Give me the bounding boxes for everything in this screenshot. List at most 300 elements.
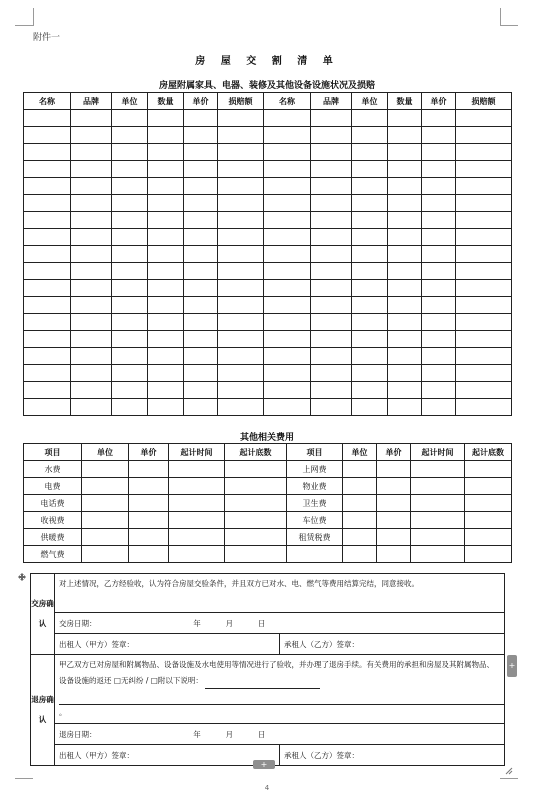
return-lessor-signature[interactable]: 出租人（甲方）签章： bbox=[55, 745, 280, 766]
table-cell[interactable] bbox=[388, 399, 422, 416]
table-cell[interactable] bbox=[24, 365, 71, 382]
return-date-field[interactable] bbox=[55, 724, 505, 745]
table-cell[interactable] bbox=[112, 263, 148, 280]
table-row bbox=[24, 280, 512, 297]
fee-item-label: 车位费 bbox=[287, 512, 343, 529]
table-cell[interactable] bbox=[411, 529, 465, 546]
handover-lessor-signature[interactable]: 出租人（甲方）签章： bbox=[55, 634, 280, 655]
table-cell[interactable] bbox=[112, 399, 148, 416]
table-cell[interactable] bbox=[456, 365, 512, 382]
table-cell[interactable] bbox=[218, 399, 264, 416]
table-cell[interactable] bbox=[24, 161, 71, 178]
table-cell[interactable] bbox=[456, 212, 512, 229]
table-cell[interactable] bbox=[311, 399, 352, 416]
table-cell[interactable] bbox=[112, 178, 148, 195]
table-row bbox=[24, 297, 512, 314]
table-cell[interactable] bbox=[82, 495, 129, 512]
note-fill-line[interactable] bbox=[59, 695, 505, 705]
table-cell[interactable] bbox=[343, 495, 377, 512]
table-cell[interactable] bbox=[184, 297, 218, 314]
table-cell[interactable] bbox=[148, 297, 184, 314]
table-cell[interactable] bbox=[456, 246, 512, 263]
table-cell[interactable] bbox=[456, 195, 512, 212]
table-cell[interactable] bbox=[422, 161, 456, 178]
table-cell[interactable] bbox=[225, 512, 287, 529]
table-cell[interactable] bbox=[71, 246, 112, 263]
handover-date-label: 交房日期： bbox=[59, 618, 97, 628]
table-cell[interactable] bbox=[465, 512, 512, 529]
table-cell[interactable] bbox=[264, 229, 311, 246]
no-dispute-checkbox[interactable]: □无纠纷 bbox=[113, 676, 144, 685]
table-cell[interactable] bbox=[422, 399, 456, 416]
table-cell[interactable] bbox=[218, 212, 264, 229]
table-cell[interactable] bbox=[422, 178, 456, 195]
table-cell[interactable] bbox=[311, 195, 352, 212]
table-cell[interactable] bbox=[343, 546, 377, 563]
table-cell[interactable] bbox=[184, 229, 218, 246]
table-cell[interactable] bbox=[148, 382, 184, 399]
table-cell[interactable] bbox=[71, 161, 112, 178]
table-cell[interactable] bbox=[465, 529, 512, 546]
table-cell[interactable] bbox=[388, 314, 422, 331]
table-cell[interactable] bbox=[264, 382, 311, 399]
table-cell[interactable] bbox=[218, 246, 264, 263]
table-cell[interactable] bbox=[352, 399, 388, 416]
table-cell[interactable] bbox=[82, 512, 129, 529]
table-cell[interactable] bbox=[129, 461, 169, 478]
column-header: 名称 bbox=[24, 93, 71, 110]
table-cell[interactable] bbox=[218, 331, 264, 348]
table-cell[interactable] bbox=[456, 348, 512, 365]
table-cell[interactable] bbox=[311, 246, 352, 263]
table-cell[interactable] bbox=[388, 212, 422, 229]
table-cell[interactable] bbox=[388, 382, 422, 399]
table-cell[interactable] bbox=[388, 127, 422, 144]
table-cell[interactable] bbox=[465, 461, 512, 478]
table-cell[interactable] bbox=[456, 314, 512, 331]
table-cell[interactable] bbox=[148, 110, 184, 127]
table-cell[interactable] bbox=[148, 263, 184, 280]
table-cell[interactable] bbox=[184, 263, 218, 280]
table-cell[interactable] bbox=[352, 314, 388, 331]
table-cell[interactable] bbox=[411, 512, 465, 529]
table-cell[interactable] bbox=[24, 280, 71, 297]
table-cell[interactable] bbox=[24, 314, 71, 331]
table-cell[interactable] bbox=[148, 280, 184, 297]
table-cell[interactable] bbox=[422, 280, 456, 297]
table-cell[interactable] bbox=[24, 229, 71, 246]
table-cell[interactable] bbox=[264, 263, 311, 280]
table-cell[interactable] bbox=[352, 212, 388, 229]
table-cell[interactable] bbox=[184, 127, 218, 144]
table-cell[interactable] bbox=[169, 512, 225, 529]
table-cell[interactable] bbox=[343, 529, 377, 546]
table-cell[interactable] bbox=[71, 365, 112, 382]
table-cell[interactable] bbox=[184, 331, 218, 348]
table-cell[interactable] bbox=[422, 314, 456, 331]
table-cell[interactable] bbox=[169, 478, 225, 495]
table-cell[interactable] bbox=[411, 546, 465, 563]
table-cell[interactable] bbox=[225, 478, 287, 495]
table-cell[interactable] bbox=[311, 382, 352, 399]
table-cell[interactable] bbox=[311, 178, 352, 195]
table-cell[interactable] bbox=[388, 348, 422, 365]
table-cell[interactable] bbox=[388, 161, 422, 178]
handover-text-row bbox=[31, 574, 505, 613]
table-cell[interactable] bbox=[388, 280, 422, 297]
table-cell[interactable] bbox=[148, 195, 184, 212]
fee-item-label: 水费 bbox=[24, 461, 82, 478]
fee-item-label: 供暖费 bbox=[24, 529, 82, 546]
table-cell[interactable] bbox=[184, 195, 218, 212]
column-header: 单位 bbox=[82, 444, 129, 461]
table-cell[interactable] bbox=[24, 348, 71, 365]
table-cell[interactable] bbox=[456, 331, 512, 348]
table-cell[interactable] bbox=[129, 546, 169, 563]
table-cell[interactable] bbox=[71, 297, 112, 314]
table-cell[interactable] bbox=[148, 144, 184, 161]
table-cell[interactable] bbox=[264, 280, 311, 297]
table-cell[interactable] bbox=[24, 331, 71, 348]
handover-date-field[interactable] bbox=[55, 613, 505, 634]
table-cell[interactable] bbox=[184, 280, 218, 297]
table-cell[interactable] bbox=[184, 110, 218, 127]
table-cell[interactable] bbox=[24, 127, 71, 144]
table-cell[interactable] bbox=[148, 161, 184, 178]
table-cell[interactable] bbox=[218, 365, 264, 382]
table-cell[interactable] bbox=[388, 246, 422, 263]
table-cell[interactable] bbox=[411, 478, 465, 495]
table-cell[interactable] bbox=[225, 546, 287, 563]
table-cell[interactable] bbox=[388, 365, 422, 382]
table-cell[interactable] bbox=[71, 314, 112, 331]
table-cell[interactable] bbox=[456, 297, 512, 314]
furniture-table-header bbox=[24, 93, 512, 110]
table-cell[interactable] bbox=[24, 195, 71, 212]
table-cell[interactable] bbox=[71, 178, 112, 195]
table-cell[interactable] bbox=[456, 110, 512, 127]
table-cell[interactable] bbox=[422, 331, 456, 348]
table-cell[interactable] bbox=[311, 348, 352, 365]
table-cell[interactable] bbox=[24, 212, 71, 229]
table-cell[interactable] bbox=[148, 314, 184, 331]
table-cell[interactable] bbox=[352, 365, 388, 382]
table-cell[interactable] bbox=[71, 382, 112, 399]
table-cell[interactable] bbox=[184, 246, 218, 263]
table-cell[interactable] bbox=[24, 382, 71, 399]
furniture-section-heading: 房屋附属家具、电器、装修及其他设备设施状况及损赔 bbox=[158, 81, 375, 91]
expand-side-tab-icon[interactable]: + bbox=[507, 655, 517, 677]
table-cell[interactable] bbox=[264, 297, 311, 314]
table-cell[interactable] bbox=[112, 382, 148, 399]
table-cell[interactable] bbox=[71, 399, 112, 416]
table-cell[interactable] bbox=[343, 461, 377, 478]
table-cell[interactable] bbox=[456, 144, 512, 161]
table-cell[interactable] bbox=[411, 495, 465, 512]
table-cell[interactable] bbox=[225, 495, 287, 512]
table-cell[interactable] bbox=[112, 246, 148, 263]
table-cell[interactable] bbox=[352, 144, 388, 161]
table-cell[interactable] bbox=[112, 280, 148, 297]
table-cell[interactable] bbox=[377, 495, 411, 512]
table-cell[interactable] bbox=[218, 263, 264, 280]
table-cell[interactable] bbox=[82, 461, 129, 478]
table-cell[interactable] bbox=[264, 365, 311, 382]
table-cell[interactable] bbox=[264, 110, 311, 127]
table-cell[interactable] bbox=[352, 331, 388, 348]
table-cell[interactable] bbox=[311, 127, 352, 144]
table-cell[interactable] bbox=[169, 461, 225, 478]
table-cell[interactable] bbox=[148, 348, 184, 365]
table-cell[interactable] bbox=[411, 461, 465, 478]
table-cell[interactable] bbox=[311, 314, 352, 331]
return-text-row bbox=[31, 655, 505, 724]
table-cell[interactable] bbox=[352, 348, 388, 365]
table-cell[interactable] bbox=[112, 195, 148, 212]
table-cell[interactable] bbox=[377, 529, 411, 546]
table-row bbox=[24, 461, 512, 478]
table-cell[interactable] bbox=[218, 382, 264, 399]
table-cell[interactable] bbox=[456, 280, 512, 297]
table-cell[interactable] bbox=[169, 546, 225, 563]
table-cell[interactable] bbox=[311, 365, 352, 382]
table-cell[interactable] bbox=[311, 212, 352, 229]
table-cell[interactable] bbox=[352, 382, 388, 399]
table-cell[interactable] bbox=[71, 110, 112, 127]
table-cell[interactable] bbox=[148, 127, 184, 144]
table-cell[interactable] bbox=[148, 212, 184, 229]
table-cell[interactable] bbox=[311, 297, 352, 314]
column-header: 名称 bbox=[264, 93, 311, 110]
table-cell[interactable] bbox=[422, 348, 456, 365]
table-cell[interactable] bbox=[422, 110, 456, 127]
table-cell[interactable] bbox=[388, 110, 422, 127]
table-cell[interactable] bbox=[388, 178, 422, 195]
table-cell[interactable] bbox=[82, 529, 129, 546]
table-cell[interactable] bbox=[129, 478, 169, 495]
table-cell[interactable] bbox=[82, 546, 129, 563]
table-cell[interactable] bbox=[456, 161, 512, 178]
table-cell[interactable] bbox=[112, 229, 148, 246]
table-cell[interactable] bbox=[352, 110, 388, 127]
table-cell[interactable] bbox=[465, 478, 512, 495]
table-cell[interactable] bbox=[24, 144, 71, 161]
table-cell[interactable] bbox=[422, 144, 456, 161]
note-fill-line[interactable] bbox=[205, 679, 320, 689]
table-cell[interactable] bbox=[218, 229, 264, 246]
table-cell[interactable] bbox=[184, 365, 218, 382]
table-cell[interactable] bbox=[82, 478, 129, 495]
table-cell[interactable] bbox=[71, 229, 112, 246]
table-cell[interactable] bbox=[129, 529, 169, 546]
table-cell[interactable] bbox=[218, 348, 264, 365]
table-cell[interactable] bbox=[218, 195, 264, 212]
table-cell[interactable] bbox=[343, 512, 377, 529]
table-cell[interactable] bbox=[71, 263, 112, 280]
table-cell[interactable] bbox=[184, 399, 218, 416]
table-cell[interactable] bbox=[377, 478, 411, 495]
table-cell[interactable] bbox=[422, 195, 456, 212]
table-cell[interactable] bbox=[148, 246, 184, 263]
table-cell[interactable] bbox=[148, 331, 184, 348]
table-cell[interactable] bbox=[352, 246, 388, 263]
table-cell[interactable] bbox=[352, 229, 388, 246]
table-cell[interactable] bbox=[71, 331, 112, 348]
table-cell[interactable] bbox=[184, 144, 218, 161]
table-cell[interactable] bbox=[456, 382, 512, 399]
table-cell[interactable] bbox=[184, 212, 218, 229]
table-cell[interactable] bbox=[264, 212, 311, 229]
table-cell[interactable] bbox=[352, 127, 388, 144]
table-cell[interactable] bbox=[264, 399, 311, 416]
table-cell[interactable] bbox=[71, 144, 112, 161]
table-cell[interactable] bbox=[225, 529, 287, 546]
table-cell[interactable] bbox=[24, 263, 71, 280]
table-cell[interactable] bbox=[465, 495, 512, 512]
table-cell[interactable] bbox=[112, 297, 148, 314]
table-cell[interactable] bbox=[184, 348, 218, 365]
table-cell[interactable] bbox=[184, 178, 218, 195]
table-cell[interactable] bbox=[148, 365, 184, 382]
table-cell[interactable] bbox=[388, 331, 422, 348]
table-cell[interactable] bbox=[169, 495, 225, 512]
table-cell[interactable] bbox=[456, 178, 512, 195]
table-cell[interactable] bbox=[352, 195, 388, 212]
column-header: 单位 bbox=[343, 444, 377, 461]
table-cell[interactable] bbox=[24, 399, 71, 416]
table-cell[interactable] bbox=[422, 212, 456, 229]
table-cell[interactable] bbox=[264, 178, 311, 195]
table-cell[interactable] bbox=[456, 263, 512, 280]
table-cell[interactable] bbox=[311, 263, 352, 280]
table-cell[interactable] bbox=[112, 110, 148, 127]
resize-handle-icon[interactable] bbox=[505, 760, 513, 768]
table-cell[interactable] bbox=[112, 314, 148, 331]
column-header: 单价 bbox=[422, 93, 456, 110]
crop-mark bbox=[500, 25, 518, 26]
table-cell[interactable] bbox=[422, 382, 456, 399]
table-cell[interactable] bbox=[112, 144, 148, 161]
table-cell[interactable] bbox=[422, 229, 456, 246]
table-cell[interactable] bbox=[352, 178, 388, 195]
table-cell[interactable] bbox=[218, 178, 264, 195]
table-cell[interactable] bbox=[24, 297, 71, 314]
table-move-handle-icon[interactable] bbox=[18, 566, 25, 573]
table-cell[interactable] bbox=[148, 229, 184, 246]
table-cell[interactable] bbox=[129, 512, 169, 529]
table-cell[interactable] bbox=[218, 161, 264, 178]
table-cell[interactable] bbox=[264, 348, 311, 365]
table-row bbox=[24, 127, 512, 144]
table-cell[interactable] bbox=[148, 399, 184, 416]
table-cell[interactable] bbox=[343, 478, 377, 495]
table-cell[interactable] bbox=[264, 144, 311, 161]
table-cell[interactable] bbox=[264, 127, 311, 144]
table-cell[interactable] bbox=[388, 144, 422, 161]
table-cell[interactable] bbox=[184, 382, 218, 399]
table-cell[interactable] bbox=[377, 546, 411, 563]
table-cell[interactable] bbox=[184, 314, 218, 331]
table-cell[interactable] bbox=[71, 127, 112, 144]
table-cell[interactable] bbox=[218, 127, 264, 144]
table-cell[interactable] bbox=[388, 229, 422, 246]
table-cell[interactable] bbox=[311, 229, 352, 246]
table-cell[interactable] bbox=[264, 246, 311, 263]
table-cell[interactable] bbox=[388, 263, 422, 280]
return-confirm-label: 退房确认 bbox=[31, 655, 55, 766]
table-cell[interactable] bbox=[112, 161, 148, 178]
note-checkbox[interactable]: □附以下说明： bbox=[150, 676, 203, 685]
table-cell[interactable] bbox=[218, 110, 264, 127]
table-cell[interactable] bbox=[264, 161, 311, 178]
table-cell[interactable] bbox=[422, 365, 456, 382]
table-cell[interactable] bbox=[388, 297, 422, 314]
table-cell[interactable] bbox=[129, 495, 169, 512]
table-cell[interactable] bbox=[388, 195, 422, 212]
table-cell[interactable] bbox=[218, 314, 264, 331]
table-cell[interactable] bbox=[112, 212, 148, 229]
table-cell[interactable] bbox=[352, 280, 388, 297]
table-cell[interactable] bbox=[456, 229, 512, 246]
table-cell[interactable] bbox=[112, 365, 148, 382]
table-cell[interactable] bbox=[24, 178, 71, 195]
table-cell[interactable] bbox=[218, 144, 264, 161]
table-cell[interactable] bbox=[169, 529, 225, 546]
table-cell[interactable] bbox=[422, 297, 456, 314]
table-cell[interactable] bbox=[352, 263, 388, 280]
table-cell[interactable] bbox=[311, 144, 352, 161]
table-cell[interactable] bbox=[311, 161, 352, 178]
column-header: 损赔额 bbox=[218, 93, 264, 110]
table-cell[interactable] bbox=[311, 331, 352, 348]
table-cell[interactable] bbox=[71, 280, 112, 297]
table-cell[interactable] bbox=[112, 331, 148, 348]
table-cell[interactable] bbox=[71, 212, 112, 229]
table-cell[interactable] bbox=[218, 297, 264, 314]
return-lessee-signature[interactable]: 承租人（乙方）签章： bbox=[280, 745, 505, 766]
table-cell[interactable] bbox=[456, 127, 512, 144]
table-cell[interactable] bbox=[264, 314, 311, 331]
table-cell[interactable] bbox=[422, 127, 456, 144]
table-cell[interactable] bbox=[218, 280, 264, 297]
table-cell[interactable] bbox=[311, 280, 352, 297]
table-cell[interactable] bbox=[184, 161, 218, 178]
table-cell[interactable] bbox=[24, 246, 71, 263]
table-cell[interactable] bbox=[71, 348, 112, 365]
table-cell[interactable] bbox=[422, 263, 456, 280]
table-cell[interactable] bbox=[377, 512, 411, 529]
table-cell[interactable] bbox=[71, 195, 112, 212]
table-cell[interactable] bbox=[352, 161, 388, 178]
add-row-tab-icon[interactable]: + bbox=[253, 760, 275, 769]
table-cell[interactable] bbox=[148, 178, 184, 195]
table-cell[interactable] bbox=[311, 110, 352, 127]
table-cell[interactable] bbox=[112, 127, 148, 144]
table-cell[interactable] bbox=[465, 546, 512, 563]
crop-mark bbox=[33, 8, 34, 26]
table-cell[interactable] bbox=[112, 348, 148, 365]
table-cell[interactable] bbox=[264, 331, 311, 348]
return-date-label: 退房日期： bbox=[59, 729, 97, 739]
table-cell[interactable] bbox=[225, 461, 287, 478]
table-cell[interactable] bbox=[264, 195, 311, 212]
table-cell[interactable] bbox=[422, 246, 456, 263]
table-cell[interactable] bbox=[377, 461, 411, 478]
handover-lessee-signature[interactable]: 承租人（乙方）签章： bbox=[280, 634, 505, 655]
table-cell[interactable] bbox=[456, 399, 512, 416]
table-cell[interactable] bbox=[352, 297, 388, 314]
table-cell[interactable] bbox=[24, 110, 71, 127]
